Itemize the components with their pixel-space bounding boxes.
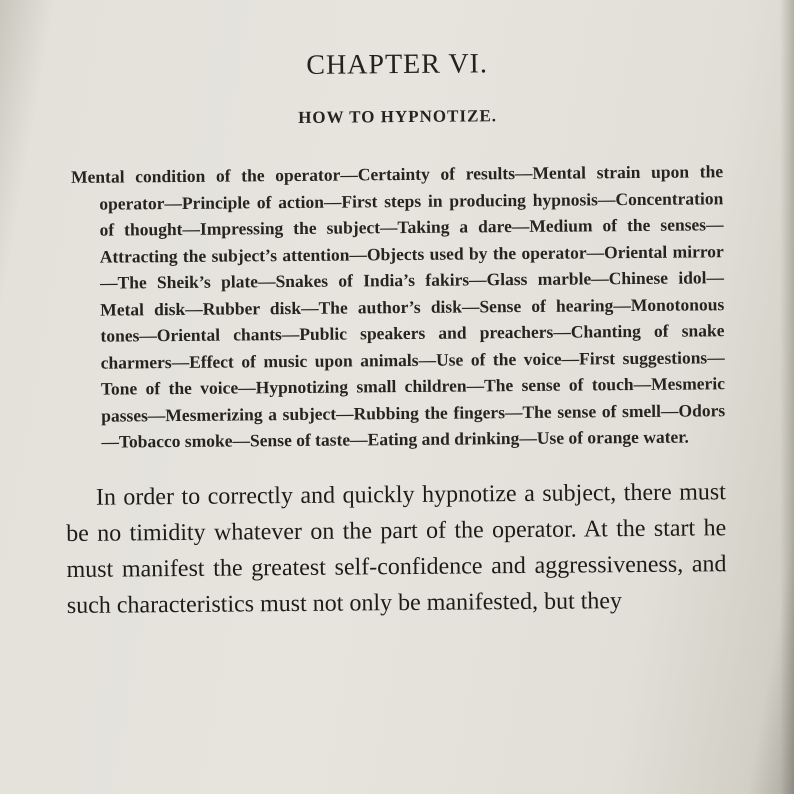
page-edge-shadow [780,0,794,794]
chapter-subtitle: HOW TO HYPNOTIZE. [298,106,498,127]
chapter-title: CHAPTER VI. [306,48,489,81]
chapter-synopsis: Mental condition of the operator—Certainty of results—Mental strain upon the operator—Principle of action—First steps in producing hypnosis—Concentration of thought—Impressing the subject—Taking a dare—Medium of the senses—Attracting the subject’s attention—Objects used by the operator—Oriental mirror—The Sheik’s plate—Snakes of India’s fakirs—Glass marble—Chinese idol—Metal disk—Rubber disk—The author’s disk—Sense of hearing—Monotonous tones—Oriental chants—Public speakers and preachers—Chanting of snake charmers—Effect of music upon animals—Use of the voice—First suggestions—Tone of the voice—Hypnotizing small children—The sense of touch—Mesmeric passes—Mesmerizing a subject—Rubbing the fingers—The sense of smell—Odors—Tobacco smoke—Sense of taste—Eating and drinking—Use of orange water. [71,161,726,452]
page-content [62,46,727,623]
body-paragraph: In order to correctly and quickly hypnotize a subject, there must be no timidity whatever on the part of the operator. At the start he must manifest the greatest self-confidence and aggressiveness, and such characteristics must not only be manifested, but they [66,478,727,619]
